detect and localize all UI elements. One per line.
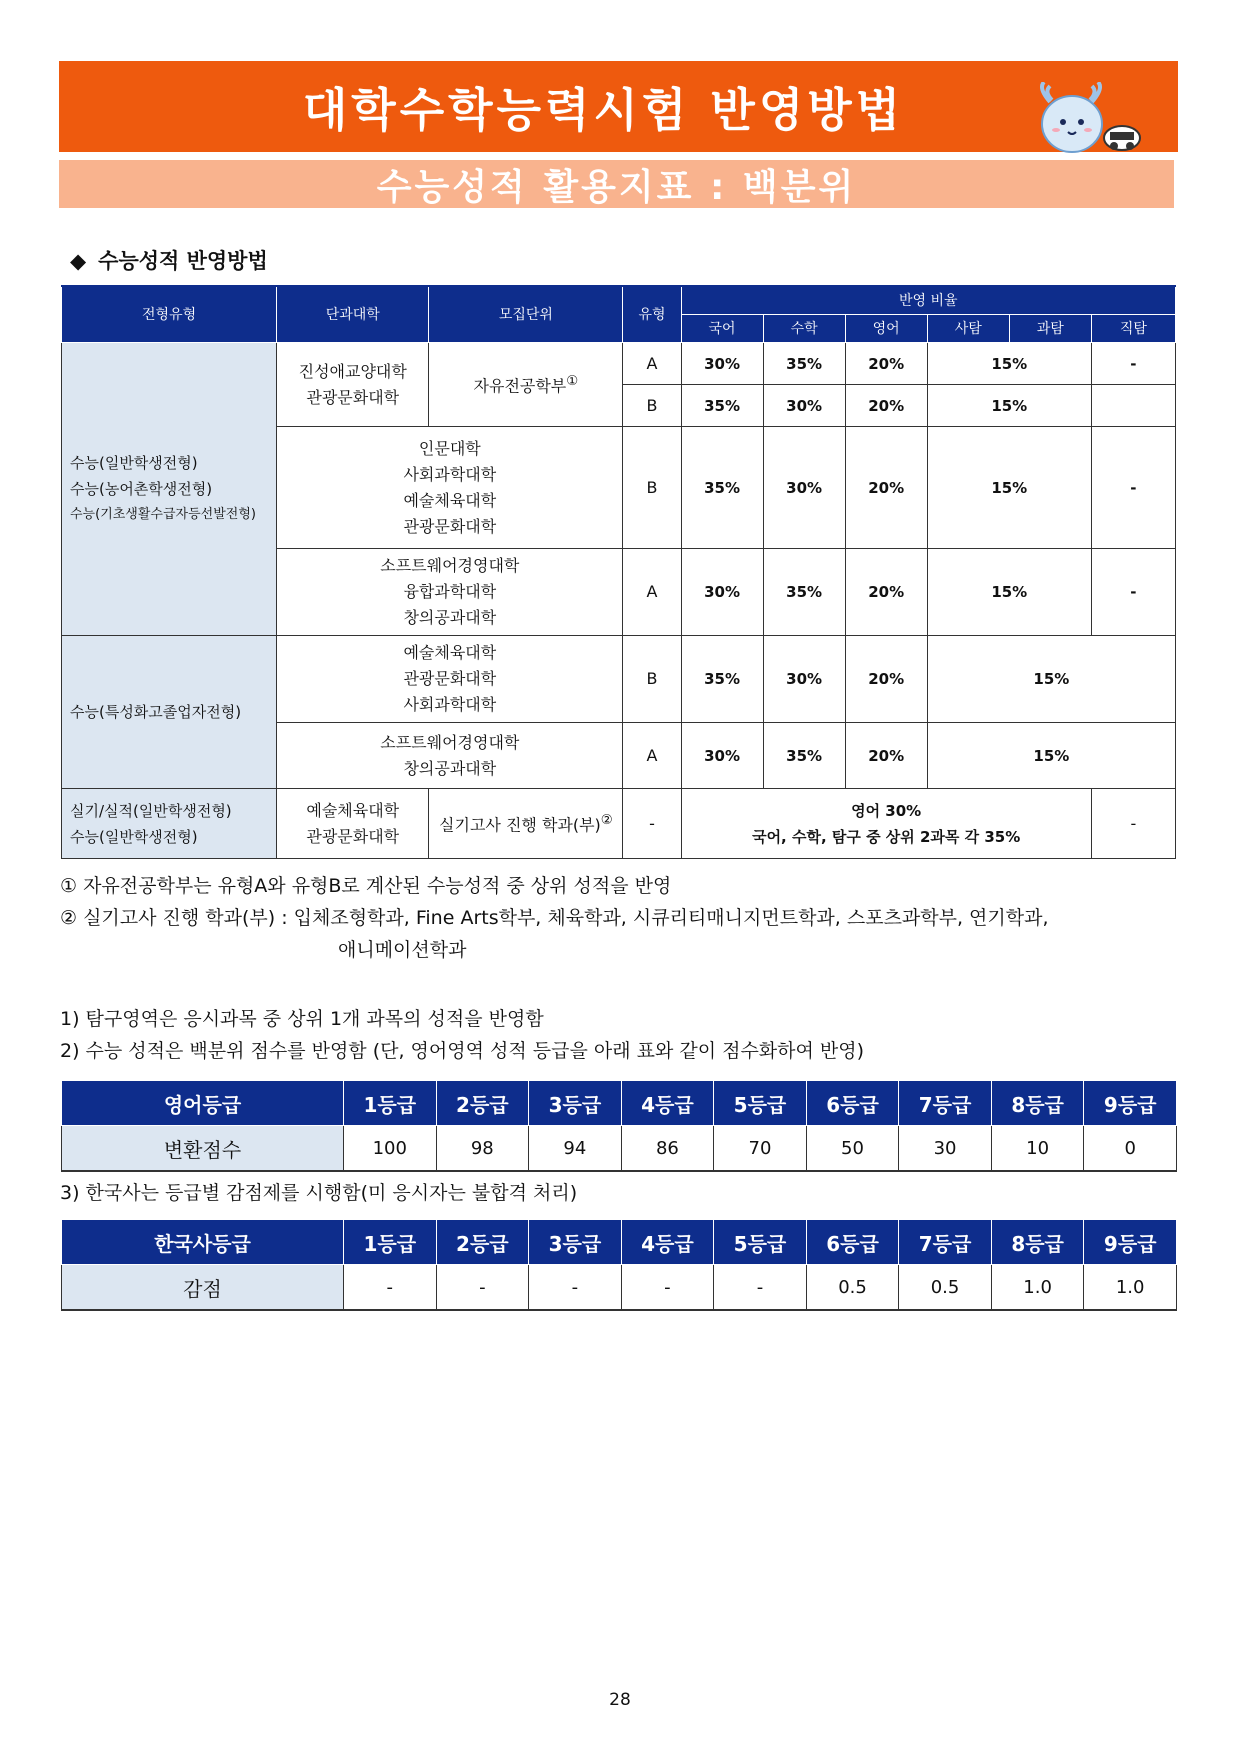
page-title: 대학수학능력시험 반영방법	[302, 82, 905, 137]
header-subject: 영어	[845, 315, 927, 343]
score-cell: 10	[991, 1126, 1084, 1172]
ratio-cell: -	[1091, 549, 1175, 636]
type-group-cell	[62, 343, 277, 636]
header-subject: 과탐	[1009, 315, 1091, 343]
grade-header: 8등급	[991, 1081, 1084, 1126]
college-cell	[277, 723, 623, 789]
grade-header: 1등급	[344, 1220, 437, 1265]
type-group-cell	[62, 636, 277, 789]
ratio-cell: 15%	[927, 636, 1175, 723]
footnote-1: ① 자유전공학부는 유형A와 유형B로 계산된 수능성적 중 상위 성적을 반영	[60, 875, 672, 897]
variant-cell: -	[623, 789, 681, 859]
grade-header: 3등급	[529, 1220, 622, 1265]
unit-cell	[429, 789, 623, 859]
header-type-group: 전형유형	[62, 286, 277, 343]
college-cell	[277, 636, 623, 723]
grade-header: 5등급	[714, 1220, 807, 1265]
deduction-cell: 1.0	[1084, 1265, 1177, 1311]
deduction-label: 감점	[62, 1265, 344, 1311]
type-group-cell	[62, 789, 277, 859]
deduction-cell: -	[621, 1265, 714, 1311]
deduction-cell: -	[344, 1265, 437, 1311]
grade-header: 6등급	[806, 1081, 899, 1126]
english-grade-header: 영어등급	[62, 1081, 344, 1126]
college-name: 진성애교양대학	[298, 361, 407, 381]
ratio-cell-combined	[681, 789, 1091, 859]
college-name: 관광문화대학	[306, 826, 400, 846]
diamond-bullet-icon: ◆	[70, 249, 87, 273]
ratio-line: 국어, 수학, 탐구 중 상위 2과목 각 35%	[752, 827, 1021, 846]
score-cell: 98	[436, 1126, 529, 1172]
header-unit: 모집단위	[429, 286, 623, 343]
unit-name: 자유전공학부	[473, 376, 567, 396]
note-3: 3) 한국사는 등급별 감점제를 시행함(미 응시자는 불합격 처리)	[60, 1182, 578, 1204]
score-cell: 94	[529, 1126, 622, 1172]
ratio-cell: 35%	[681, 427, 763, 549]
ratio-cell: 20%	[845, 549, 927, 636]
college-name: 관광문화대학	[306, 387, 400, 407]
ratio-cell: 20%	[845, 385, 927, 427]
grade-header: 1등급	[344, 1081, 437, 1126]
english-grade-table	[61, 1080, 1177, 1172]
score-cell: 100	[344, 1126, 437, 1172]
college-name: 관광문화대학	[403, 516, 497, 536]
score-cell: 70	[714, 1126, 807, 1172]
section-heading	[70, 245, 268, 275]
deduction-cell: -	[714, 1265, 807, 1311]
college-cell	[277, 427, 623, 549]
college-name: 예술체육대학	[403, 643, 497, 662]
score-cell: 50	[806, 1126, 899, 1172]
college-cell	[277, 789, 429, 859]
deduction-cell: 0.5	[899, 1265, 992, 1311]
ratio-cell: 15%	[927, 343, 1091, 385]
note-1: 1) 탐구영역은 응시과목 중 상위 1개 과목의 성적을 반영함	[60, 1008, 544, 1030]
ratio-cell: -	[1091, 789, 1175, 859]
variant-cell: A	[623, 549, 681, 636]
college-cell	[277, 343, 429, 427]
variant-cell: A	[623, 343, 681, 385]
notes-list	[60, 1003, 864, 1067]
college-name: 소프트웨어경영대학	[380, 732, 520, 752]
ratio-cell: 30%	[763, 636, 845, 723]
grade-header: 7등급	[899, 1081, 992, 1126]
deduction-cell: -	[529, 1265, 622, 1311]
header-subject: 직탐	[1091, 315, 1175, 343]
ratio-cell: 20%	[845, 723, 927, 789]
unit-cell	[429, 343, 623, 427]
grade-header: 2등급	[436, 1220, 529, 1265]
grade-header: 7등급	[899, 1220, 992, 1265]
subtitle-banner	[59, 160, 1174, 208]
grade-header: 3등급	[529, 1081, 622, 1126]
grade-header: 4등급	[621, 1081, 714, 1126]
grade-header: 9등급	[1084, 1220, 1177, 1265]
footnote-2: ② 실기고사 진행 학과(부) : 입체조형학과, Fine Arts학부, 체육학과, 시큐리티매니지먼트학과, 스포츠과학부, 연기학과,	[60, 907, 1049, 929]
page-subtitle: 수능성적 활용지표 : 백분위	[376, 166, 857, 208]
college-name: 융합과학대학	[403, 582, 497, 601]
ratio-cell: 30%	[681, 723, 763, 789]
college-name: 창의공과대학	[403, 758, 497, 778]
variant-cell: B	[623, 636, 681, 723]
college-name: 사회과학대학	[403, 464, 497, 484]
grade-header: 5등급	[714, 1081, 807, 1126]
footnote-marker: ②	[600, 813, 613, 829]
ratio-cell: 15%	[927, 549, 1091, 636]
ratio-cell: 20%	[845, 427, 927, 549]
ratio-cell: 35%	[763, 723, 845, 789]
ratio-cell: 30%	[763, 427, 845, 549]
header-subject: 국어	[681, 315, 763, 343]
mascot-character-icon	[1042, 82, 1102, 152]
ratio-cell: 35%	[763, 343, 845, 385]
page-number: 28	[609, 1690, 631, 1710]
car-icon	[1104, 126, 1140, 150]
ratio-cell: 20%	[845, 343, 927, 385]
ratio-cell: 20%	[845, 636, 927, 723]
variant-cell: B	[623, 427, 681, 549]
ratio-cell: 30%	[681, 549, 763, 636]
grade-header: 4등급	[621, 1220, 714, 1265]
college-name: 창의공과대학	[403, 608, 497, 627]
title-banner	[59, 61, 1178, 152]
college-name: 사회과학대학	[403, 695, 497, 714]
mascot-illustration	[1030, 82, 1150, 158]
ratio-cell: 15%	[927, 723, 1175, 789]
grade-header: 9등급	[1084, 1081, 1177, 1126]
score-cell: 86	[621, 1126, 714, 1172]
type-group-label: 수능(기초생활수급자등선발전형)	[70, 507, 256, 522]
type-group-label: 수능(농어촌학생전형)	[70, 480, 213, 498]
type-group-label: 실기/실적(일반학생전형)	[70, 801, 232, 820]
note-2: 2) 수능 성적은 백분위 점수를 반영함 (단, 영어영역 성적 등급을 아래 표와 같이 점수화하여 반영)	[60, 1040, 865, 1062]
unit-name: 실기고사 진행 학과(부)	[439, 815, 601, 835]
type-group-label: 수능(일반학생전형)	[70, 454, 198, 472]
header-college: 단과대학	[277, 286, 429, 343]
type-group-label: 수능(특성화고졸업자전형)	[70, 703, 242, 721]
footnote-2-continued: 애니메이션학과	[338, 939, 467, 961]
ratio-line: 영어 30%	[851, 801, 922, 820]
ratio-cell: 35%	[681, 385, 763, 427]
ratio-cell-empty	[1091, 385, 1175, 427]
college-name: 관광문화대학	[403, 669, 497, 688]
college-cell	[277, 549, 623, 636]
korean-history-grade-table	[61, 1219, 1177, 1311]
grade-header: 6등급	[806, 1220, 899, 1265]
deduction-cell: -	[436, 1265, 529, 1311]
converted-score-label: 변환점수	[62, 1126, 344, 1172]
header-subject: 사탐	[927, 315, 1009, 343]
ratio-cell: 15%	[927, 427, 1091, 549]
ratio-cell: -	[1091, 427, 1175, 549]
grade-header: 2등급	[436, 1081, 529, 1126]
score-cell: 0	[1084, 1126, 1177, 1172]
ratio-cell: 35%	[681, 636, 763, 723]
type-group-label: 수능(일반학생전형)	[70, 827, 198, 846]
score-cell: 30	[899, 1126, 992, 1172]
header-ratio: 반영 비율	[681, 286, 1175, 315]
reflection-method-table	[61, 285, 1176, 859]
college-name: 인문대학	[418, 438, 481, 458]
ratio-cell: 15%	[927, 385, 1091, 427]
ratio-cell: 30%	[681, 343, 763, 385]
footnotes	[60, 870, 1049, 966]
section-heading-text: 수능성적 반영방법	[98, 249, 268, 273]
header-subject: 수학	[763, 315, 845, 343]
deduction-cell: 0.5	[806, 1265, 899, 1311]
variant-cell: A	[623, 723, 681, 789]
deduction-cell: 1.0	[991, 1265, 1084, 1311]
history-grade-header: 한국사등급	[62, 1220, 344, 1265]
college-name: 소프트웨어경영대학	[380, 556, 520, 575]
variant-cell: B	[623, 385, 681, 427]
college-name: 예술체육대학	[306, 800, 400, 820]
college-name: 예술체육대학	[403, 490, 497, 510]
grade-header: 8등급	[991, 1220, 1084, 1265]
ratio-cell: 30%	[763, 385, 845, 427]
ratio-cell: -	[1091, 343, 1175, 385]
footnote-marker: ①	[566, 374, 579, 390]
ratio-cell: 35%	[763, 549, 845, 636]
header-variant: 유형	[623, 286, 681, 343]
